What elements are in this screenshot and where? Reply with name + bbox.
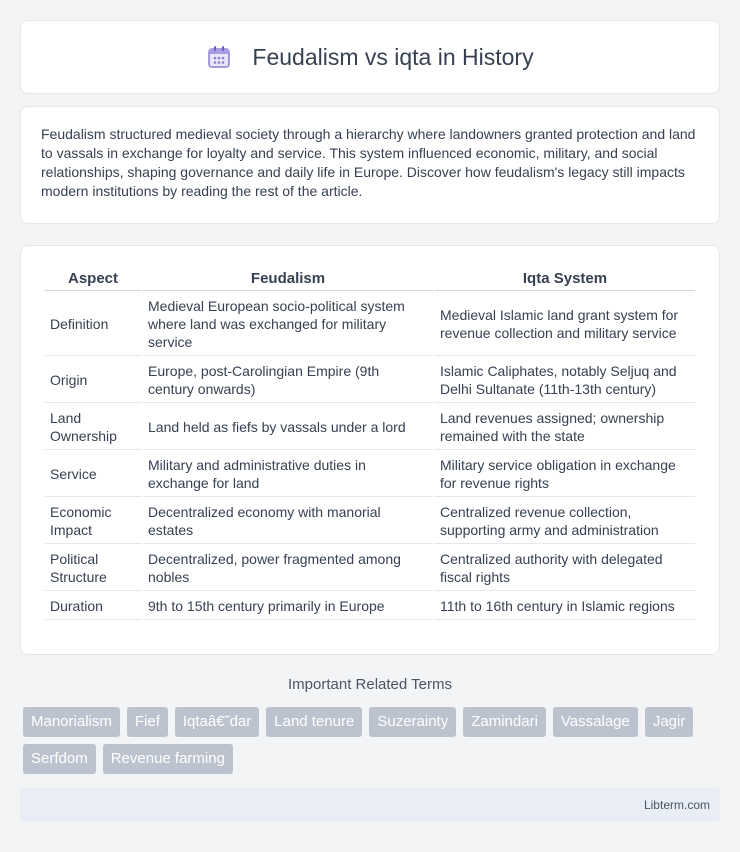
header-feudalism: Feudalism bbox=[143, 268, 433, 291]
comparison-table bbox=[43, 266, 697, 622]
page-title: Feudalism vs iqta in History bbox=[252, 43, 534, 70]
row-feudalism: Europe, post-Carolingian Empire (9th century onwards) bbox=[143, 358, 433, 403]
header-card bbox=[20, 20, 720, 94]
footer bbox=[20, 788, 720, 822]
row-aspect: Origin bbox=[45, 358, 141, 403]
tag-revenue-farming[interactable]: Revenue farming bbox=[103, 744, 233, 774]
table-row bbox=[45, 358, 695, 403]
row-aspect: Service bbox=[45, 452, 141, 497]
row-aspect: Duration bbox=[45, 593, 141, 620]
tag-zamindari[interactable]: Zamindari bbox=[463, 707, 546, 737]
tag-land-tenure[interactable]: Land tenure bbox=[266, 707, 362, 737]
row-iqta: Centralized revenue collection, supporting army and administration bbox=[435, 499, 695, 544]
tag-serfdom[interactable]: Serfdom bbox=[23, 744, 96, 774]
tag-fief[interactable]: Fief bbox=[127, 707, 168, 737]
row-aspect: Definition bbox=[45, 293, 141, 356]
row-feudalism: 9th to 15th century primarily in Europe bbox=[143, 593, 433, 620]
table-row bbox=[45, 546, 695, 591]
row-iqta: Land revenues assigned; ownership remained with the state bbox=[435, 405, 695, 450]
row-aspect: Economic Impact bbox=[45, 499, 141, 544]
related-terms-title: Important Related Terms bbox=[288, 676, 452, 693]
tag-suzerainty[interactable]: Suzerainty bbox=[369, 707, 456, 737]
row-iqta: Islamic Caliphates, notably Seljuq and Delhi Sultanate (11th-13th century) bbox=[435, 358, 695, 403]
row-iqta: Medieval Islamic land grant system for revenue collection and military service bbox=[435, 293, 695, 356]
header-iqta: Iqta System bbox=[435, 268, 695, 291]
tag-vassalage[interactable]: Vassalage bbox=[553, 707, 638, 737]
row-aspect: Land Ownership bbox=[45, 405, 141, 450]
header-aspect: Aspect bbox=[45, 268, 141, 291]
calendar-icon bbox=[206, 44, 232, 70]
row-feudalism: Decentralized, power fragmented among nobles bbox=[143, 546, 433, 591]
tag-jagir[interactable]: Jagir bbox=[645, 707, 694, 737]
table-row bbox=[45, 499, 695, 544]
row-iqta: 11th to 16th century in Islamic regions bbox=[435, 593, 695, 620]
row-iqta: Military service obligation in exchange for revenue rights bbox=[435, 452, 695, 497]
row-iqta: Centralized authority with delegated fiscal rights bbox=[435, 546, 695, 591]
tag-manorialism[interactable]: Manorialism bbox=[23, 707, 120, 737]
tag-iqtadar[interactable]: Iqtaâ€˜dar bbox=[175, 707, 259, 737]
table-header-row bbox=[45, 268, 695, 291]
footer-site-link[interactable]: Libterm.com bbox=[643, 798, 710, 812]
row-feudalism: Medieval European socio-political system where land was exchanged for military service bbox=[143, 293, 433, 356]
row-aspect: Political Structure bbox=[45, 546, 141, 591]
comparison-table-card bbox=[20, 245, 720, 655]
table-row bbox=[45, 293, 695, 356]
table-row bbox=[45, 593, 695, 620]
table-row bbox=[45, 405, 695, 450]
related-terms-tags bbox=[23, 707, 713, 774]
row-feudalism: Decentralized economy with manorial estates bbox=[143, 499, 433, 544]
intro-text: Feudalism structured medieval society through a hierarchy where landowners granted protection and land to vassals in exchange for loyalty and service. This system influenced economic, military, and social relationships, shaping governance and daily life in Europe. Discover how feudalism's legacy still impacts modern institutions by reading the rest of the article. bbox=[41, 126, 696, 199]
row-feudalism: Military and administrative duties in exchange for land bbox=[143, 452, 433, 497]
table-row bbox=[45, 452, 695, 497]
intro-card bbox=[20, 106, 720, 224]
row-feudalism: Land held as fiefs by vassals under a lord bbox=[143, 405, 433, 450]
